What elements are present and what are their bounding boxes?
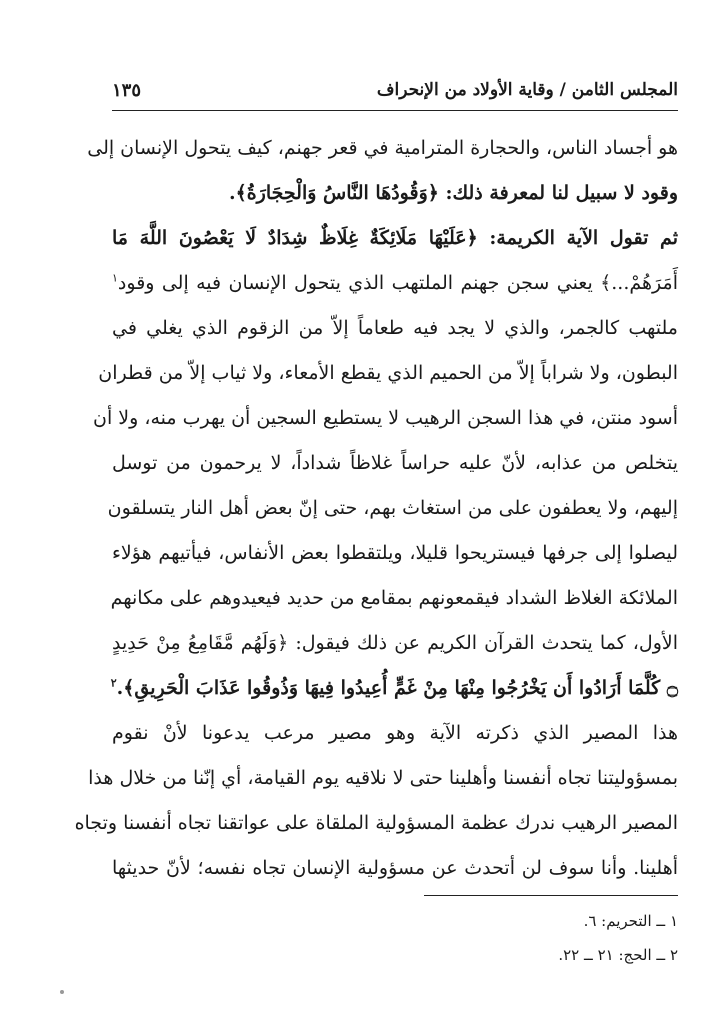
line-text: أَمَرَهُمْ...﴾ يعني سجن جهنم الملتهب الذي يتحول الإنسان فيه إلى وقود — [117, 272, 678, 294]
text-line — [112, 666, 678, 711]
text-line: ملتهب كالجمر، والذي لا يجد فيه طعاماً إلاّ من الزقوم الذي يغلي في — [112, 317, 678, 339]
text-line: الأول، كما يتحدث القرآن الكريم عن ذلك فيقول: ﴿وَلَهُم مَّقَامِعُ مِنْ حَدِيدٍ — [112, 632, 678, 654]
footnote: ١ ــ التحريم: ٦. — [583, 912, 678, 930]
text-line — [112, 261, 678, 306]
page-header — [112, 72, 678, 108]
text-line: ثم تقول الآية الكريمة: ﴿عَلَيْهَا مَلَائِكَةٌ غِلَاظٌ شِدَادٌ لَا يَعْصُونَ اللَّهَ مَا — [112, 227, 678, 249]
line-text: ۝ كُلَّمَا أَرَادُوا أَن يَخْرُجُوا مِنْهَا مِنْ غَمٍّ أُعِيدُوا فِيهَا وَذُوقُوا عَذَابَ الْحَرِيقِ﴾. — [116, 677, 678, 699]
running-title: المجلس الثامن / وقاية الأولاد من الإنحراف — [376, 80, 678, 100]
footnote-rule — [424, 895, 678, 896]
footnote-ref: ١ — [112, 271, 118, 285]
body-text — [74, 126, 678, 891]
text-line: يتخلص من عذابه، لأنّ عليه حراساً غلاظاً شداداً، لا يرحمون من توسل — [112, 452, 678, 474]
scan-speck — [60, 990, 64, 994]
text-line: ليصلوا إلى جرفها فيستريحوا قليلا، ويلتقطوا بعض الأنفاس، فيأتيهم هؤلاء — [112, 542, 678, 564]
header-rule — [112, 110, 678, 111]
text-line: البطون، ولا شراباً إلاّ من الحميم الذي يقطع الأمعاء، ولا ثياب إلاّ من قطران — [98, 362, 678, 384]
text-line: وقود لا سبيل لنا لمعرفة ذلك: ﴿وَقُودُهَا النَّاسُ وَالْحِجَارَةُ﴾. — [228, 182, 678, 204]
footnotes — [112, 904, 678, 972]
page-number: ١٣٥ — [112, 79, 142, 101]
text-line: الملائكة الغلاظ الشداد فيقمعونهم بمقامع من حديد فيعيدوهم على مكانهم — [110, 587, 678, 609]
footnote-ref: ٢ — [110, 676, 117, 690]
text-line: هذا المصير الذي ذكرته الآية وهو مصير مرعب يدعونا لأنْ نقوم — [112, 722, 678, 744]
footnote: ٢ ــ الحج: ٢١ ــ ٢٢. — [558, 946, 678, 964]
text-line: إليهم، ولا يعطفون على من استغاث بهم، حتى إنّ بعض أهل النار يتسلقون — [107, 497, 678, 519]
text-line: بمسؤوليتنا تجاه أنفسنا وأهلينا حتى لا نلاقيه يوم القيامة، أي إنّنا من خلال هذا — [88, 767, 678, 789]
text-line: أسود منتن، في هذا السجن الرهيب لا يستطيع السجين أن يهرب منه، ولا أن — [93, 407, 678, 429]
text-line: المصير الرهيب ندرك عظمة المسؤولية الملقاة على عواتقنا تجاه أنفسنا وتجاه — [74, 812, 678, 834]
text-line: أهلينا. وأنا سوف لن أتحدث عن مسؤولية الإنسان تجاه نفسه؛ لأنّ حديثها — [112, 857, 678, 879]
text-line: هو أجساد الناس، والحجارة المترامية في قعر جهنم، كيف يتحول الإنسان إلى — [87, 137, 678, 159]
